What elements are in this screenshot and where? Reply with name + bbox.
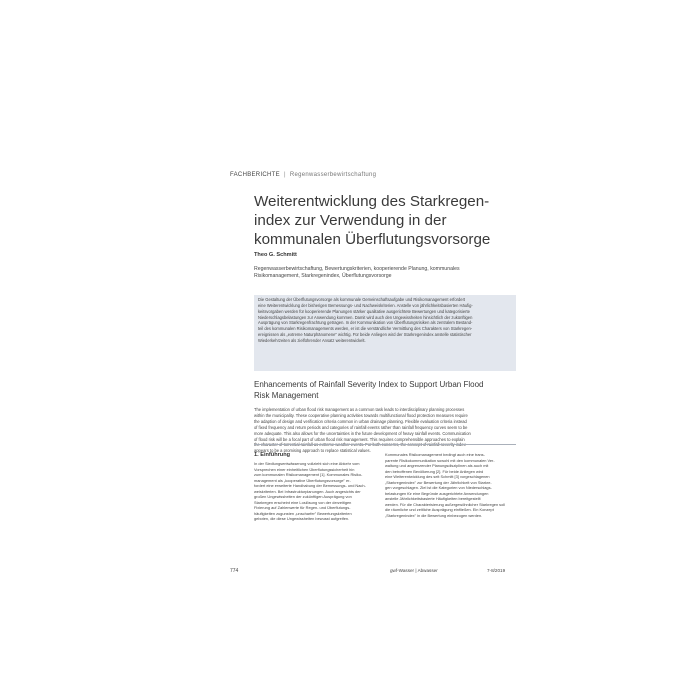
body-line: Fixierung auf Zahlenwerte für Regen- und Überflutungs-: [254, 505, 351, 511]
body-line: werden. Für die Charakterisierung außergewöhnlicher Starkregen soll: [385, 501, 506, 507]
body-line: Starkregen erscheint eine Loslösung von der derzeitigen: [254, 499, 352, 505]
abstract-line: eine Weiterentwicklung der bisherigen Bemessungs- und Nachweiskriterien. Anstelle von jährlichkeitsbasierten Häufig-: [258, 302, 473, 308]
body-line: Vorsprechen einer einheitlichen Überflutungssicherheit hin: [254, 466, 355, 472]
abstract-german: [258, 297, 512, 344]
english-title-line: Enhancements of Rainfall Severity Index to Support Urban Flood: [254, 380, 484, 389]
section-header: [230, 172, 376, 178]
abstract-line: more adequate. This also allows for the uncertainties in the future development of heavy rainfall events. Communication: [254, 430, 471, 436]
abstract-line: teil des kommunalen Risikomanagements werden, er ist die verständliche Vermittlung des Charakters von Starkregen-: [258, 326, 473, 332]
page-number: 774: [230, 568, 239, 574]
body-line: die räumliche und zeitliche Ausprägung einfließen. Ein Konzept: [385, 507, 494, 513]
body-line: häufigkeiten zugunsten „unscharfer" Bewertungskriterien: [254, 510, 352, 516]
abstract-line: Wiederkehrzeiten als zielführender Ansatz weiterentwickelt.: [258, 337, 366, 343]
body-line: waltung und angrenzender Planungsdisziplinen als auch mit: [385, 463, 489, 469]
abstract-line: Niederschlagsbelastungen zur Anwendung kommen. Damit wird auch den Ungewissheiten hinsichtlich der zukünftigen: [258, 314, 473, 320]
abstract-line: Die Gestaltung der Überflutungsvorsorge als kommunale Gemeinschaftsaufgabe und Risikomanagement erfordert: [258, 297, 466, 302]
abstract-line: within the municipality. These cooperative planning activities towards multifunctional flood protection measures require: [254, 412, 468, 418]
body-line: Kommunales Risikomanagement bedingt auch eine trans-: [385, 452, 485, 457]
abstract-line: appears to be a promising approach to replace statistical values.: [254, 448, 371, 454]
body-line: großen Ungewissheiten der zukünftigen Ausprägung von: [254, 494, 352, 500]
title-line: Weiterentwicklung des Starkregen-: [254, 193, 490, 210]
title-line: kommunalen Überflutungsvorsorge: [254, 231, 491, 248]
title-line: index zur Verwendung in der: [254, 212, 447, 229]
body-column-left: [254, 452, 380, 522]
subsection-label: Regenwasserbewirtschaftung: [289, 172, 377, 178]
body-line: zum kommunalen Risikomanagement [1]. Kommunales Risiko-: [254, 472, 363, 478]
section-heading: 1. Einführung: [254, 452, 291, 458]
divider: [254, 444, 516, 445]
section-label: FACHBERICHTE: [230, 172, 280, 178]
abstract-line: of flood risk will be a focal part of urban flood risk management. This requires comprehensible approaches to explain: [254, 436, 465, 442]
journal-name: gwf-Wasser | Abwasser: [390, 568, 438, 573]
keywords: Regenwasserbewirtschaftung, Bewertungskriterien, kooperierende Planung, kommunales Risikomanagement, Starkregenindex, Überflutungsvorsorge: [254, 266, 460, 279]
abstract-english: [254, 407, 516, 454]
english-title-line: Risk Management: [254, 390, 319, 400]
body-line: geboten, die diese Ungewissheiten bewusst aufgreifen.: [254, 516, 350, 522]
abstract-line: keitsvorgaben werden für kooperierende Planungen stärker qualitative ausgerichtete Bewertungen und kategorisierte: [258, 308, 470, 314]
body-column-right: [385, 452, 515, 519]
body-line: weiskriterien. Bei Infrastrukturplanungen. Auch angesichts der: [254, 488, 361, 494]
abstract-line: ereignissen als „extreme Naturphänomene" wichtig. Für beide Anliegen wird der Starkregenindex anstelle statistischer: [258, 332, 472, 338]
issue-number: 7-8/2019: [487, 568, 506, 573]
body-line: parente Risikokommunikation sowohl mit den kommunalen Ver-: [385, 457, 495, 463]
body-line: anstelle Jährlichkeitsbasierte Häufigkeiten bereitgestellt: [385, 496, 481, 502]
abstract-line: The implementation of urban flood risk management as a common task leads to interdisciplinary planning processes: [254, 407, 465, 412]
article-title: [254, 192, 514, 249]
abstract-line: the adaption of design and verification criteria common in urban drainage planning. Flexible evaluation criteria instead: [254, 418, 467, 424]
author-name: Theo G. Schmitt: [254, 252, 297, 258]
abstract-line: Ausprägung von Starkregenfrachtung getragen. In der Kommunikation von Überflutungsrisiken als zentralem Bestand-: [258, 320, 473, 326]
abstract-line: of fixed frequency and return periods and categories of rainfall events rather than rainfall frequency curves seem to be: [254, 424, 468, 430]
body-line: „Starkregenindex" in die Bewertung einbezogen werden.: [385, 513, 483, 519]
body-text: [254, 461, 380, 522]
body-line: fordert eine erweiterte Handhabung der Bemessungs- und Nach-: [254, 483, 366, 489]
section-separator: |: [283, 172, 286, 178]
english-title: [254, 380, 516, 401]
body-line: management als „kooperative Überflutungsvorsorge" er-: [254, 477, 351, 483]
body-line: den betroffenen Bevölkerung [2]. Für beide Anliegen wird: [385, 468, 484, 474]
body-line: belastungen für eine Begründe ausgerichtete Anwendungen: [385, 490, 489, 496]
body-line: eine Weiterentwicklung des seit Schmitt [3] vorgeschlagenen: [385, 474, 490, 480]
body-text: [385, 452, 515, 519]
body-line: gen vorgeschlagen. Ziel ist die Kategorien von Niederschlags-: [385, 485, 492, 491]
body-line: In der Siedlungsentwässerung vollzieht sich eine Abkehr vom: [254, 461, 360, 466]
body-line: „Starkregenindex" zur Bewertung der Jährlichkeit von Starkre-: [385, 479, 492, 485]
